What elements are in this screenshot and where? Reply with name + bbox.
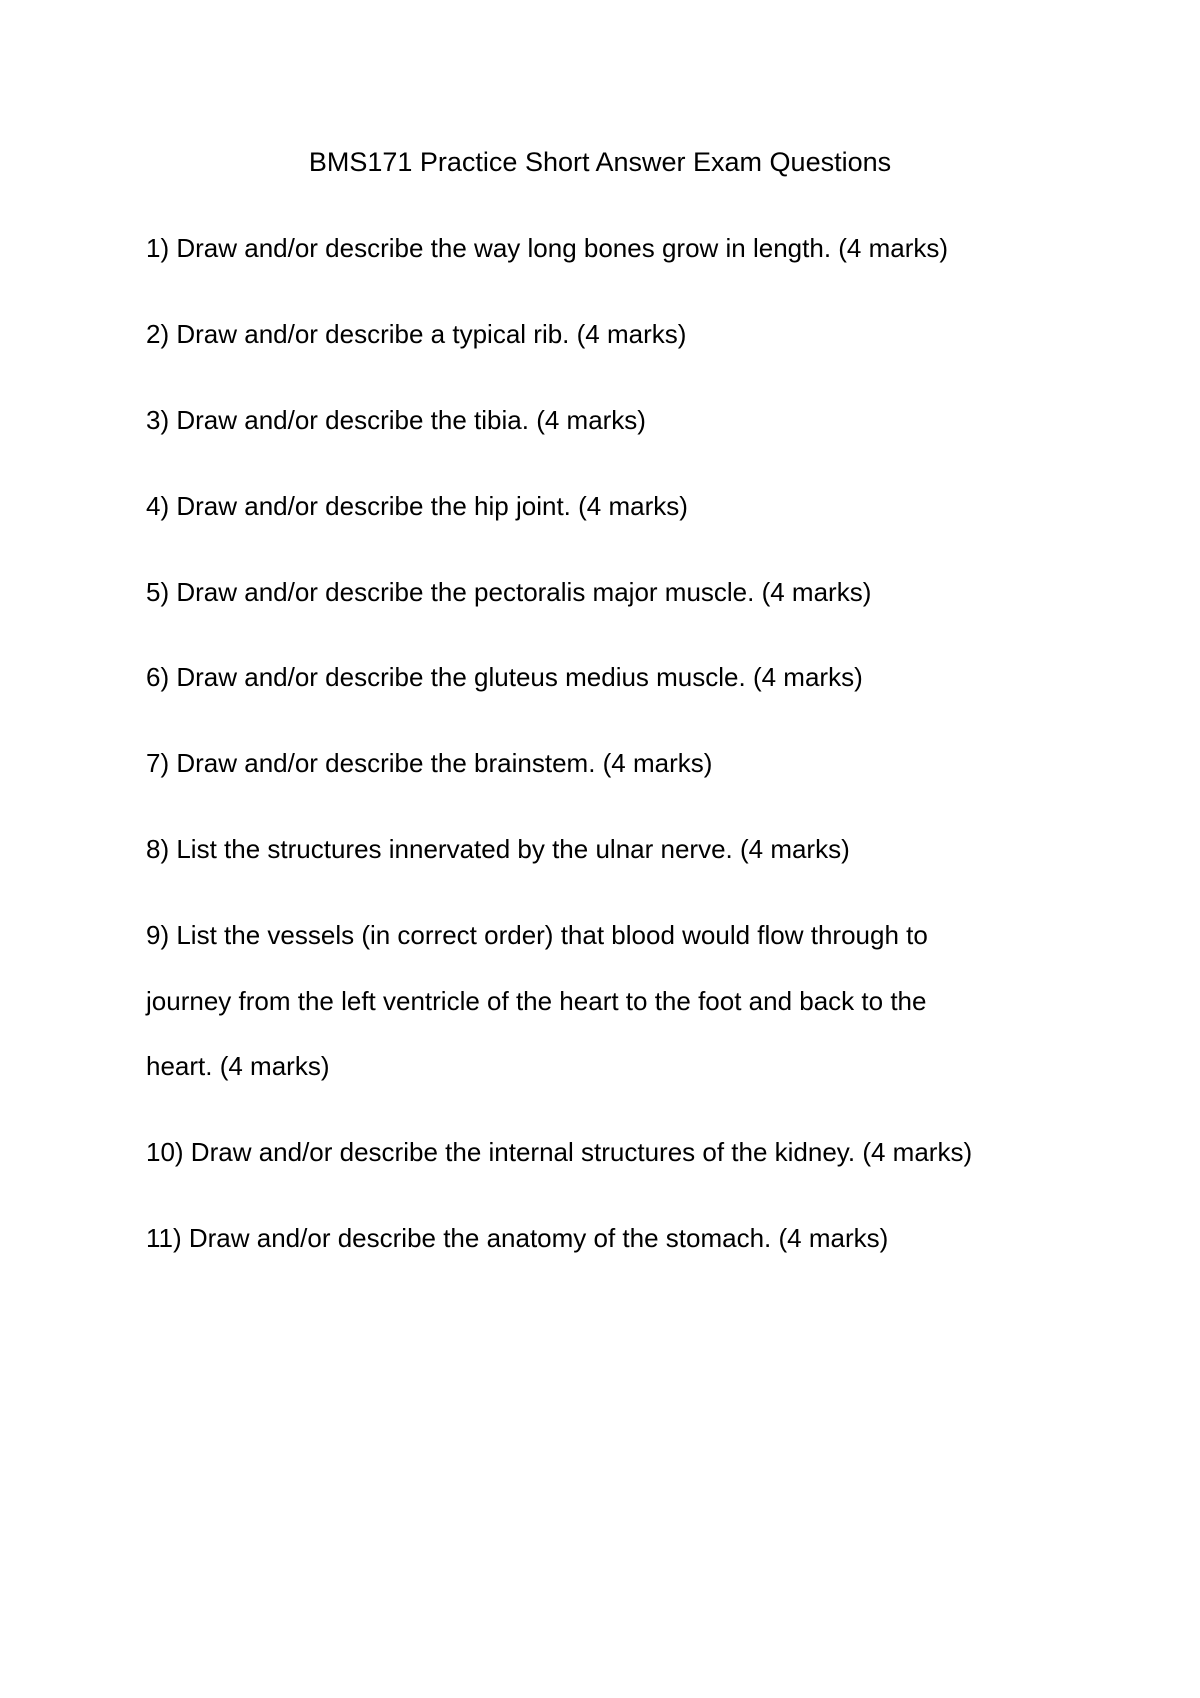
question-4: 4) Draw and/or describe the hip joint. (4 marks) — [146, 491, 688, 521]
question-9-line-2: journey from the left ventricle of the heart to the foot and back to the — [146, 986, 927, 1016]
question-3: 3) Draw and/or describe the tibia. (4 marks) — [146, 405, 646, 435]
question-7: 7) Draw and/or describe the brainstem. (4 marks) — [146, 748, 713, 778]
document-title: BMS171 Practice Short Answer Exam Questions — [308, 147, 892, 177]
question-9-line-1: 9) List the vessels (in correct order) that blood would flow through to — [146, 920, 928, 950]
question-5: 5) Draw and/or describe the pectoralis major muscle. (4 marks) — [146, 577, 872, 607]
question-10: 10) Draw and/or describe the internal structures of the kidney. (4 marks) — [146, 1137, 973, 1167]
question-9-line-3: heart. (4 marks) — [146, 1051, 330, 1081]
question-6: 6) Draw and/or describe the gluteus medius muscle. (4 marks) — [146, 662, 863, 692]
question-1: 1) Draw and/or describe the way long bones grow in length. (4 marks) — [146, 233, 949, 263]
question-11: 11) Draw and/or describe the anatomy of the stomach. (4 marks) — [146, 1223, 889, 1253]
question-8: 8) List the structures innervated by the ulnar nerve. (4 marks) — [146, 834, 850, 864]
question-2: 2) Draw and/or describe a typical rib. (4 marks) — [146, 319, 687, 349]
